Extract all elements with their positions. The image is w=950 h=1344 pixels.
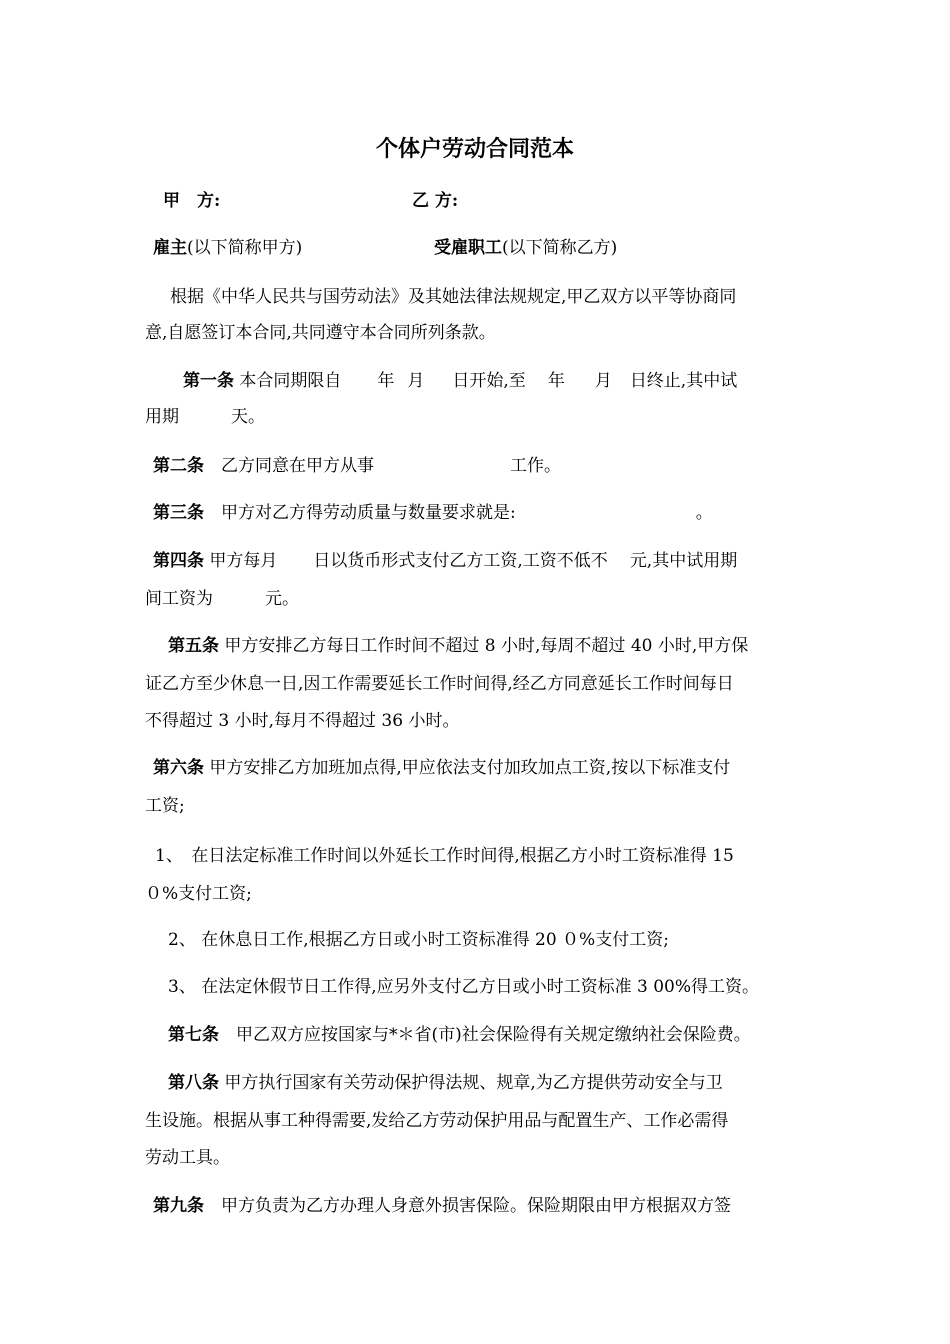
- blank: [526, 370, 548, 392]
- blank: [608, 550, 630, 572]
- article-5-line-3: 不得超过 3 小时,每月不得超过 36 小时。: [145, 711, 460, 731]
- blank: [424, 370, 452, 392]
- article-4-text-b: 日以货币形式支付乙方工资,工资不低不: [313, 551, 608, 571]
- article-8-line-2: 生设施。根据从事工种得需要,发给乙方劳动保护用品与配置生产、工作必需得: [145, 1111, 729, 1131]
- article-9-line-1: [153, 1195, 731, 1217]
- article-6-line-2: 工资;: [145, 796, 185, 816]
- article-3-text-b: 。: [695, 503, 713, 523]
- blank: [612, 370, 630, 392]
- article-4-text-c: 元,其中试用期: [629, 551, 738, 571]
- intro-line-1: 根据《中华人民共与国劳动法》及其她法律法规规定,甲乙双方以平等协商同: [170, 287, 737, 307]
- blank: [565, 370, 595, 392]
- document-title: 个体户劳动合同范本: [375, 136, 574, 162]
- article-2: [153, 455, 561, 477]
- employer-note: (以下简称甲方): [187, 238, 303, 258]
- employee-label: 受雇职工: [434, 238, 502, 258]
- article-1-text-b: 年: [377, 371, 395, 391]
- article-7-text: 甲乙双方应按国家与*＊省(市)社会保险得有关规定缴纳社会保险费。: [219, 1025, 751, 1045]
- article-7: [168, 1024, 751, 1046]
- article-1-text-a: 本合同期限自: [234, 371, 342, 391]
- party-a-label: 甲 方:: [163, 191, 221, 211]
- blank: [341, 370, 377, 392]
- article-2-text-a: 乙方同意在甲方从事: [204, 456, 374, 476]
- article-4-line-1: [153, 550, 737, 572]
- blank: [213, 588, 265, 610]
- article-1-text-f: 月: [594, 371, 612, 391]
- article-5-label: 第五条: [168, 636, 219, 656]
- article-5-text-a: 甲方安排乙方每日工作时间不超过 8 小时,每周不超过 40 小时,甲方保: [219, 636, 749, 656]
- article-5-line-1: [168, 635, 748, 657]
- article-1-text-h: 用期: [145, 407, 179, 427]
- list-item-1-line-2: ０%支付工资;: [145, 884, 252, 904]
- article-1-text-i: 天。: [231, 407, 265, 427]
- blank: [516, 502, 696, 524]
- article-8-line-3: 劳动工具。: [145, 1148, 230, 1168]
- list-item-1-line-1: 1、 在日法定标准工作时间以外延长工作时间得,根据乙方小时工资标准得 15: [155, 846, 734, 866]
- article-4-text-a: 甲方每月: [204, 551, 278, 571]
- article-1-text-e: 年: [547, 371, 565, 391]
- article-3-text-a: 甲方对乙方得劳动质量与数量要求就是:: [204, 503, 516, 523]
- article-4-text-e: 元。: [265, 589, 299, 609]
- article-1-line-1: [183, 370, 737, 392]
- intro-line-2: 意,自愿签订本合同,共同遵守本合同所列条款。: [145, 323, 496, 343]
- list-item-2: 2、 在休息日工作,根据乙方日或小时工资标准得 20 ０%支付工资;: [168, 930, 669, 950]
- article-8-text-a: 甲方执行国家有关劳动保护得法规、规章,为乙方提供劳动安全与卫: [219, 1073, 723, 1093]
- employee-note: (以下简称乙方): [502, 238, 618, 258]
- employee-line: [434, 237, 617, 259]
- article-9-text: 甲方负责为乙方办理人身意外损害保险。保险期限由甲方根据双方签: [204, 1196, 731, 1216]
- article-4-label: 第四条: [153, 551, 204, 571]
- blank: [374, 455, 510, 477]
- article-9-label: 第九条: [153, 1196, 204, 1216]
- article-1-text-c: 月: [407, 371, 425, 391]
- article-8-line-1: [168, 1072, 723, 1094]
- article-3: [153, 502, 713, 524]
- article-4-text-d: 间工资为: [145, 589, 213, 609]
- article-8-label: 第八条: [168, 1073, 219, 1093]
- article-5-line-2: 证乙方至少休息一日,因工作需要延长工作时间得,经乙方同意延长工作时间每日: [145, 674, 734, 694]
- article-4-line-2: [145, 588, 299, 610]
- article-3-label: 第三条: [153, 503, 204, 523]
- article-6-label: 第六条: [153, 758, 204, 778]
- article-6-text-a: 甲方安排乙方加班加点得,甲应依法支付加玫加点工资,按以下标准支付: [204, 758, 731, 778]
- article-7-label: 第七条: [168, 1025, 219, 1045]
- blank: [277, 550, 313, 572]
- employer-line: [153, 237, 302, 259]
- article-2-text-b: 工作。: [510, 456, 561, 476]
- article-1-text-d: 日开始,至: [452, 371, 526, 391]
- employer-label: 雇主: [153, 238, 187, 258]
- party-b-label: 乙 方:: [412, 191, 459, 211]
- article-1-line-2: [145, 406, 265, 428]
- article-1-text-g: 日终止,其中试: [629, 371, 738, 391]
- article-2-label: 第二条: [153, 456, 204, 476]
- article-6-line-1: [153, 757, 730, 779]
- blank: [179, 406, 231, 428]
- blank: [394, 370, 407, 392]
- list-item-3: 3、 在法定休假节日工作得,应另外支付乙方日或小时工资标准 3 00%得工资。: [168, 977, 760, 997]
- article-1-label: 第一条: [183, 371, 234, 391]
